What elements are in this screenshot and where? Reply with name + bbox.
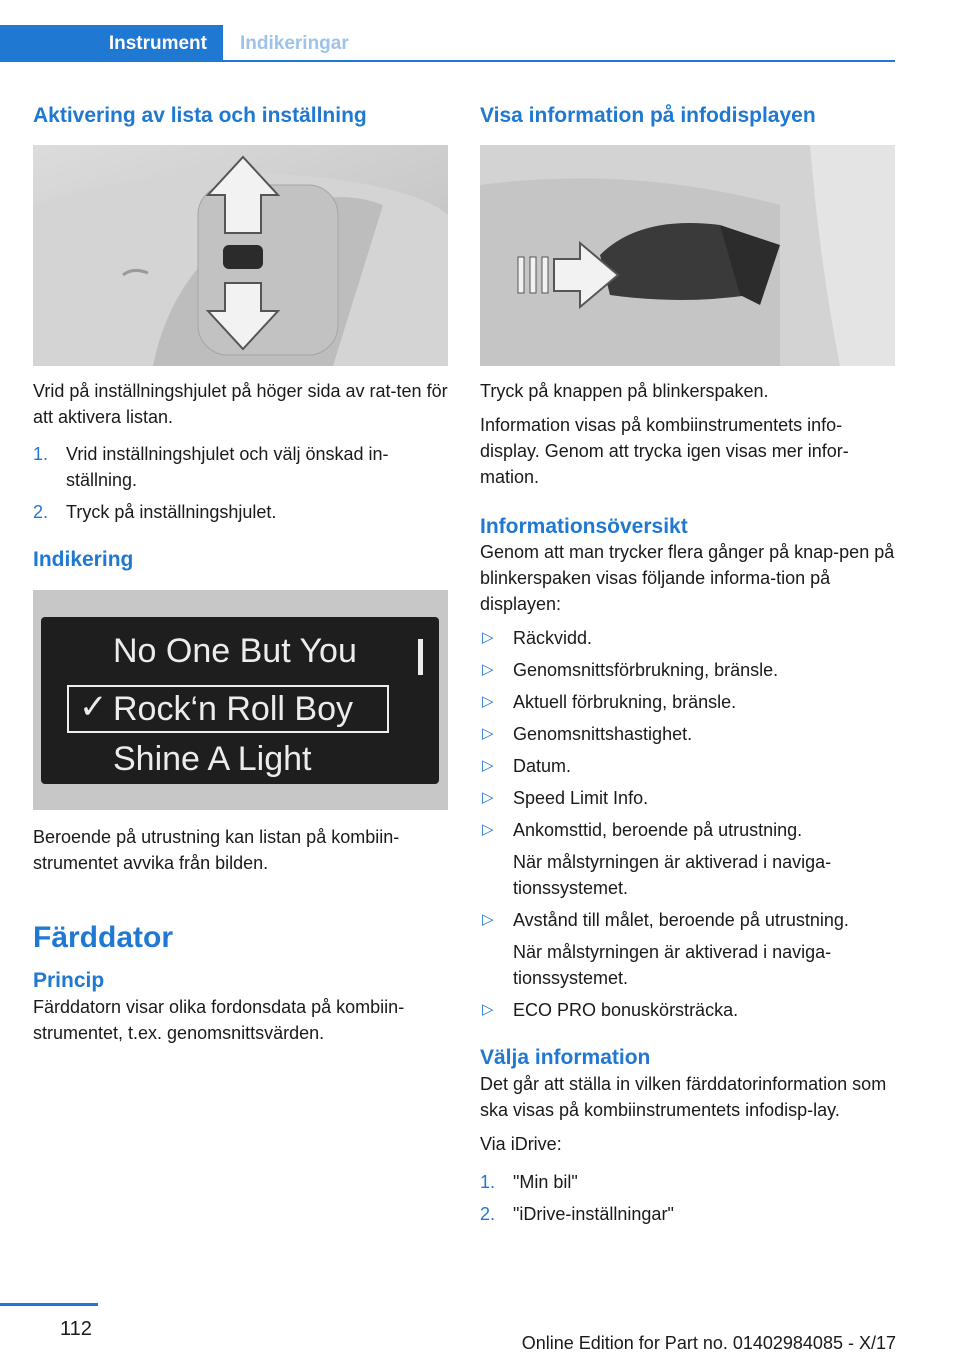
- activation-steps: [33, 441, 448, 525]
- triangle-bullet-icon: ▷: [482, 693, 494, 711]
- triangle-bullet-icon: ▷: [482, 661, 494, 679]
- edition-footer: Online Edition for Part no. 01402984085 - X/17: [521, 1333, 896, 1353]
- step-number: 1.: [480, 1171, 496, 1192]
- list-item: [480, 753, 895, 779]
- triangle-bullet-icon: ▷: [482, 757, 494, 775]
- triangle-bullet-icon: ▷: [482, 821, 494, 839]
- idrive-steps: [480, 1169, 895, 1227]
- select-text: Det går att ställa in vilken färddatorinformation som ska visas på kombiinstrumentets infodisp-lay.: [480, 1073, 887, 1120]
- section-title-valja-information: Välja information: [480, 1046, 651, 1070]
- list-item: [480, 625, 895, 651]
- scrollbar-indicator: [418, 639, 423, 675]
- bullet-text: ECO PRO bonuskörsträcka.: [513, 1000, 739, 1021]
- header-rule: [223, 60, 895, 62]
- steering-wheel-image: [33, 145, 448, 366]
- bullet-text: Aktuell förbrukning, bränsle.: [513, 692, 737, 713]
- triangle-bullet-icon: ▷: [482, 629, 494, 647]
- chapter-title: Färddator: [33, 921, 174, 955]
- check-icon: ✓: [79, 688, 108, 727]
- list-item: [480, 997, 895, 1023]
- step-text: "Min bil": [513, 1171, 578, 1192]
- triangle-bullet-icon: ▷: [482, 911, 494, 929]
- bullet-text: Speed Limit Info.: [513, 788, 649, 809]
- list-item: [33, 441, 448, 493]
- bullet-subtext: När målstyrningen är aktiverad i naviga-tionssystemet.: [513, 942, 832, 989]
- step-number: 2.: [480, 1203, 496, 1224]
- overview-text: Genom att man trycker flera gånger på knap-pen på blinkerspaken visas följande informa-tion på displayen:: [480, 542, 895, 615]
- step-number: 2.: [33, 502, 49, 523]
- triangle-bullet-icon: ▷: [482, 1001, 494, 1019]
- section-title-visa-information: Visa information på infodisplayen: [480, 104, 816, 127]
- section-title-princip: Princip: [33, 969, 105, 993]
- list-item: [480, 817, 895, 901]
- bullet-text: Genomsnittsförbrukning, bränsle.: [513, 660, 779, 681]
- info-display-text: Information visas på kombiinstrumentets info-display. Genom att trycka igen visas mer infor-mation.: [480, 415, 849, 488]
- list-item: [480, 1201, 895, 1227]
- list-item: [480, 1169, 895, 1195]
- steering-wheel-illustration: [33, 145, 448, 366]
- page-number: 112: [60, 1318, 92, 1340]
- bullet-subtext: När målstyrningen är aktiverad i naviga-tionssystemet.: [513, 852, 832, 899]
- list-item: [480, 657, 895, 683]
- display-image: [33, 590, 448, 810]
- section-title-indikering: Indikering: [33, 548, 134, 572]
- principle-text: Färddatorn visar olika fordonsdata på kombiin-strumentet, t.ex. genomsnittsvärden.: [33, 996, 405, 1043]
- triangle-bullet-icon: ▷: [482, 725, 494, 743]
- tab-indikeringar[interactable]: Indikeringar: [240, 32, 349, 54]
- footer-rule: [0, 1303, 98, 1306]
- triangle-bullet-icon: ▷: [482, 789, 494, 807]
- page-header: [0, 0, 960, 64]
- step-text: Vrid inställningshjulet och välj önskad in-ställning.: [66, 444, 389, 491]
- section-title-informationsoversikt: Informationsöversikt: [480, 515, 688, 539]
- information-list: [480, 625, 895, 1023]
- bullet-text: Räckvidd.: [513, 628, 593, 649]
- left-column: [33, 100, 448, 1046]
- step-number: 1.: [33, 444, 49, 465]
- display-screen: [41, 617, 439, 784]
- turn-signal-lever-image: [480, 145, 895, 366]
- press-button-text: Tryck på knappen på blinkerspaken.: [480, 381, 769, 402]
- section-title-activation: Aktivering av lista och inställning: [33, 104, 367, 127]
- via-idrive-text: Via iDrive:: [480, 1133, 562, 1154]
- display-note: Beroende på utrustning kan listan på kombiin-strumentet avvika från bilden.: [33, 827, 400, 874]
- bullet-text: Datum.: [513, 756, 572, 777]
- display-line-selected: Rock‘n Roll Boy: [113, 690, 353, 729]
- display-line: No One But You: [113, 632, 357, 671]
- display-line: Shine A Light: [113, 740, 312, 779]
- list-item: [480, 721, 895, 747]
- list-item: [480, 689, 895, 715]
- bullet-text: Avstånd till målet, beroende på utrustning.: [513, 910, 849, 931]
- intro-paragraph: Vrid på inställningshjulet på höger sida av rat-ten för att aktivera listan.: [33, 381, 448, 428]
- turn-signal-illustration: [480, 145, 895, 366]
- tab-instrument[interactable]: Instrument: [0, 25, 223, 62]
- list-item: [480, 785, 895, 811]
- step-text: Tryck på inställningshjulet.: [66, 502, 277, 523]
- bullet-text: Ankomsttid, beroende på utrustning.: [513, 820, 803, 841]
- list-item: [480, 907, 895, 991]
- step-text: "iDrive-inställningar": [513, 1203, 674, 1224]
- bullet-text: Genomsnittshastighet.: [513, 724, 693, 745]
- right-column: [480, 100, 895, 1227]
- list-item: [33, 499, 448, 525]
